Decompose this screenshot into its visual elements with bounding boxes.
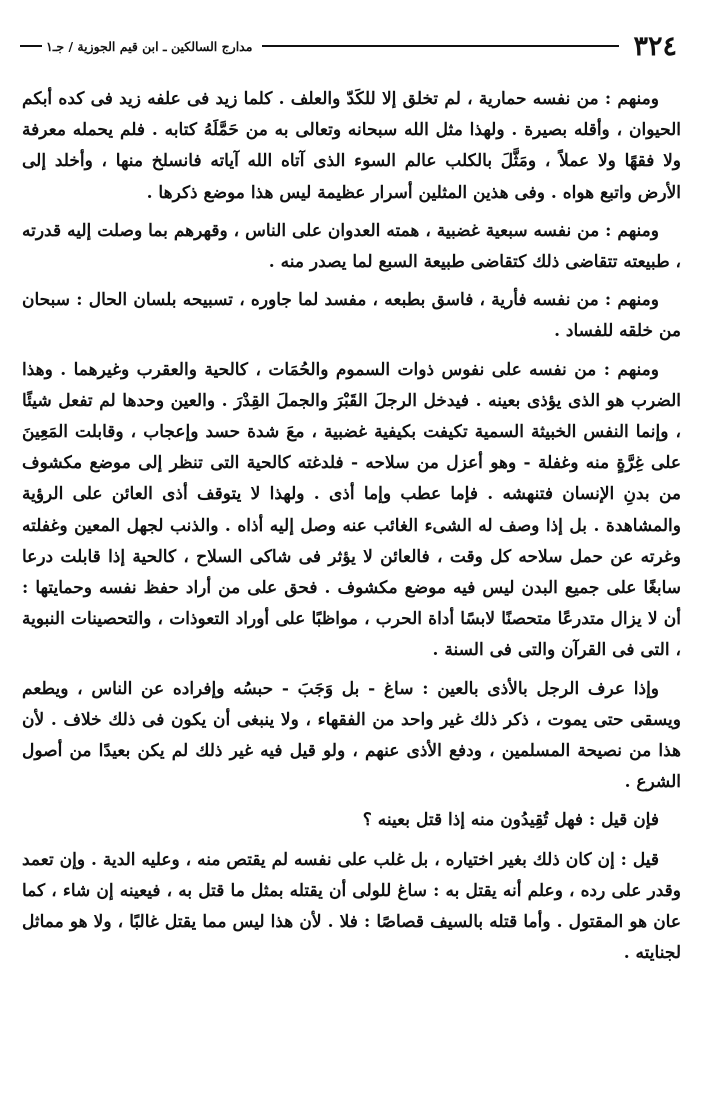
page-number: ٣٢٤ xyxy=(633,30,677,62)
header-rule xyxy=(262,45,619,47)
paragraph-sabuiya: ومنهم : من نفسه سبعية غضبية ، همته العدوان على الناس ، وقهرهم بما وصلت إليه قدرته ، طبيعته تتقاضى ذلك كتقاضى طبيعة السبع لما يصدر منه . xyxy=(22,220,681,273)
page-body xyxy=(22,84,681,976)
page-header xyxy=(20,28,677,64)
header-end-dash xyxy=(20,45,42,47)
paragraph-fariya: ومنهم : من نفسه فأرية ، فاسق بطبعه ، مفسد لما جاوره ، تسبيحه بلسان الحال : سبحان من خلقه للفساد . xyxy=(22,290,681,342)
paragraph-imprisonment: وإذا عرف الرجل بالأذى بالعين : ساغ - بل وَجَبَ - حبسُه وإفراده عن الناس ، ويطعم ويسقى حتى يموت ، ذكر ذلك غير واحد من الفقهاء ، ولا ينبغى أن يكون فى ذلك خلاف . لأن هذا من نصيحة المسلمين ، ودفع الأذى عنهم ، ولو قيل فيه غير ذلك لم يكن بعيدًا من أصول الشرع . xyxy=(22,678,681,793)
paragraph-himariya: ومنهم : من نفسه حمارية ، لم تخلق إلا للكَدّ والعلف . كلما زيد فى علفه زيد فى كده أبكم الحيوان ، وأقله بصيرة . ولهذا مثل الله سبحانه وتعالى به من حَمَّلَهُ كتابه . فلم يحمله معرفة ولا فقهًا ولا عملاً ، ومَثَّلَ بالكلب عالم السوء الذى آتاه الله آياته فانسلخ منها ، وأخلد إلى الأرض واتبع هواه . وفى هذين المثلين أسرار عظيمة ليس هذا موضع ذكرها . xyxy=(22,89,681,203)
running-title: مدارج السالكين ـ ابن قيم الجوزية / جـ١ xyxy=(46,38,253,54)
paragraph-evil-eye: ومنهم : من نفسه على نفوس ذوات السموم والحُمَات ، كالحية والعقرب وغيرهما . وهذا الضرب هو الذى يؤذى بعينه . فيدخل الرجلَ القَبْرَ والجملَ القِدْرَ . والعين وحدها لم تفعل شيئًا ، وإنما النفس الخبيثة السمية تكيفت بكيفية غضبية ، معَ شدة حسد وإعجاب ، وقابلت المَعِينَ على غِرَّةٍ منه وغفلة - وهو أعزل من سلاحه - فلدغته كالحية التى تنظر إلى موضع مكشوف من بدنِ الإنسان فتنهشه . فإما عطب وإما أذى . ولهذا لا يتوقف أذى العائن على الرؤية والمشاهدة . بل إذا وصف له الشىء الغائب عنه وصل إليه أذاه . والذنب لجهل المعين وغفلته وغرته عن حمل سلاحه كل وقت ، فالعائن لا يؤثر فى شاكى السلاح ، كالحية إذا قابلت درعا سابغًا على جميع البدن ليس فيه موضع مكشوف . فحق على من أراد حفظ نفسه وحمايتها : أن لا يزال متدرعًا متحصنًا لابسًا أداة الحرب ، مواظبًا على أوراد التعوذات ، والتحصينات النبوية ، التى فى القرآن والتى فى السنة . xyxy=(22,359,681,661)
paragraph-question: فإن قيل : فهل تُقِيدُون منه إذا قتل بعينه ؟ xyxy=(362,810,659,831)
paragraph-answer: قيل : إن كان ذلك بغير اختياره ، بل غلب على نفسه لم يقتص منه ، وعليه الدية . وإن تعمد وقدر على رده ، وعلم أنه يقتل به : ساغ للولى أن يقتله بمثل ما قتل به ، فيعينه إن شاء ، كما عان هو المقتول . وأما قتله بالسيف قصاصًا : فلا . لأن هذا ليس مما يقتل غالبًا ، ولا هو مماثل لجنايته . xyxy=(22,849,681,964)
